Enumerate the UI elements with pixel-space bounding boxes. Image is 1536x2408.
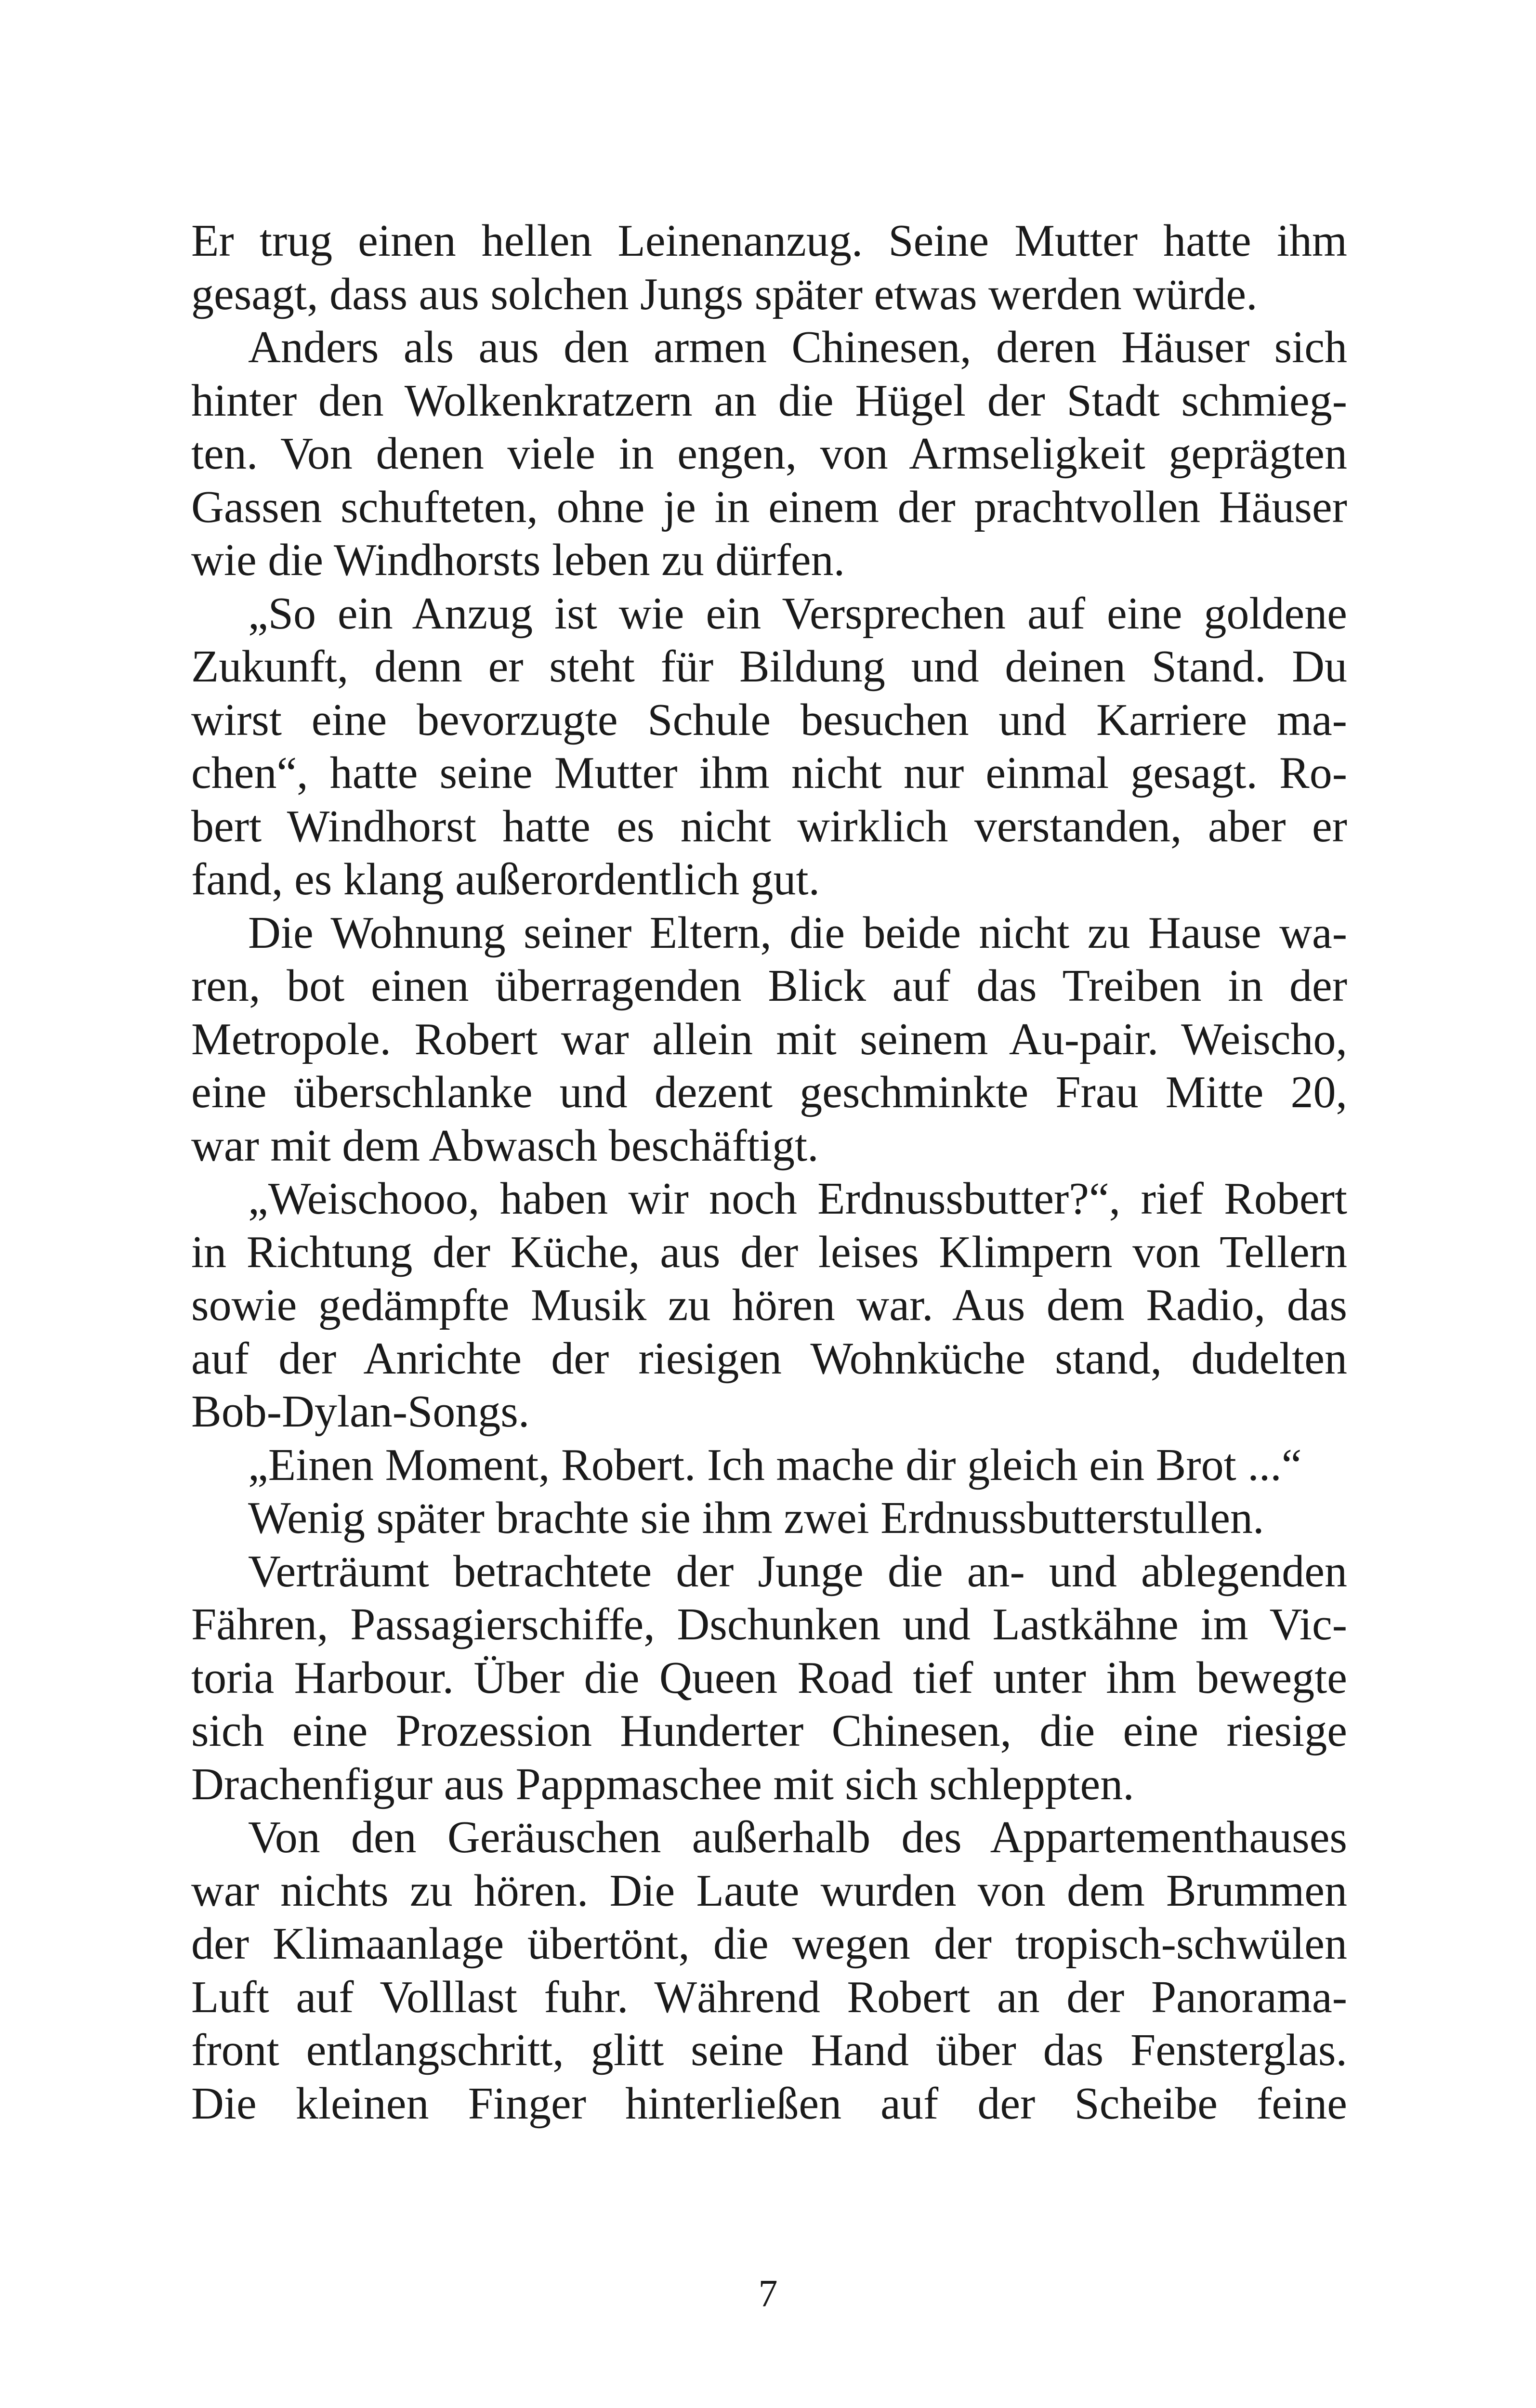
text-line: der Klimaanlage übertönt, die wegen der tropisch-schwülen: [191, 1919, 1347, 1969]
text-line: ren, bot einen überragenden Blick auf das Treiben in der: [191, 961, 1347, 1011]
text-line: sich eine Prozession Hunderter Chinesen, die eine riesige: [191, 1706, 1347, 1756]
text-line: Drachenfigur aus Pappmaschee mit sich schleppten.: [191, 1759, 1134, 1809]
body-text: [191, 214, 1347, 2130]
text-line: Zukunft, denn er steht für Bildung und deinen Stand. Du: [191, 641, 1347, 692]
text-line: in Richtung der Küche, aus der leises Klimpern von Tellern: [191, 1227, 1347, 1277]
text-line: Die Wohnung seiner Eltern, die beide nicht zu Hause wa-: [248, 907, 1347, 958]
text-line: Verträumt betrachtete der Junge die an- und ablegenden: [248, 1546, 1347, 1597]
text-line: ten. Von denen viele in engen, von Armseligkeit geprägten: [191, 429, 1347, 479]
text-line: wie die Windhorsts leben zu dürfen.: [191, 535, 845, 585]
text-line: Luft auf Volllast fuhr. Während Robert an der Panorama-: [191, 1972, 1347, 2022]
text-line: chen“, hatte seine Mutter ihm nicht nur einmal gesagt. Ro-: [191, 748, 1347, 798]
text-line: hinter den Wolkenkratzern an die Hügel der Stadt schmieg-: [191, 375, 1347, 426]
text-line: war mit dem Abwasch beschäftigt.: [191, 1120, 819, 1171]
text-line: Gassen schufteten, ohne je in einem der prachtvollen Häuser: [191, 482, 1347, 532]
text-line: Er trug einen hellen Leinenanzug. Seine Mutter hatte ihm: [191, 216, 1347, 266]
text-line: auf der Anrichte der riesigen Wohnküche stand, dudelten: [191, 1333, 1347, 1384]
text-line: Fähren, Passagierschiffe, Dschunken und Lastkähne im Vic-: [191, 1599, 1347, 1649]
text-line: war nichts zu hören. Die Laute wurden von dem Brummen: [191, 1865, 1347, 1916]
page-number: 7: [758, 2273, 778, 2315]
text-line: wirst eine bevorzugte Schule besuchen und Karriere ma-: [191, 694, 1347, 745]
text-line: „Einen Moment, Robert. Ich mache dir gleich ein Brot ...“: [248, 1440, 1302, 1490]
text-line: Wenig später brachte sie ihm zwei Erdnussbutterstullen.: [248, 1493, 1264, 1543]
text-line: Die kleinen Finger hinterließen auf der Scheibe feine: [191, 2078, 1347, 2129]
text-line: sowie gedämpfte Musik zu hören war. Aus dem Radio, das: [191, 1280, 1347, 1330]
text-line: front entlangschritt, glitt seine Hand über das Fensterglas.: [191, 2025, 1347, 2075]
text-line: toria Harbour. Über die Queen Road tief unter ihm bewegte: [191, 1652, 1347, 1703]
text-line: „So ein Anzug ist wie ein Versprechen auf eine goldene: [248, 588, 1347, 639]
text-line: gesagt, dass aus solchen Jungs später etwas werden würde.: [191, 269, 1258, 319]
text-line: Metropole. Robert war allein mit seinem Au-pair. Weischo,: [191, 1014, 1347, 1064]
text-line: bert Windhorst hatte es nicht wirklich verstanden, aber er: [191, 801, 1347, 851]
text-line: Bob-Dylan-Songs.: [191, 1387, 530, 1437]
text-line: Von den Geräuschen außerhalb des Appartementhauses: [248, 1812, 1347, 1862]
text-line: eine überschlanke und dezent geschminkte Frau Mitte 20,: [191, 1067, 1347, 1117]
text-line: Anders als aus den armen Chinesen, deren Häuser sich: [248, 322, 1347, 372]
text-line: „Weischooo, haben wir noch Erdnussbutter?“, rief Robert: [248, 1174, 1347, 1224]
text-line: fand, es klang außerordentlich gut.: [191, 854, 820, 904]
